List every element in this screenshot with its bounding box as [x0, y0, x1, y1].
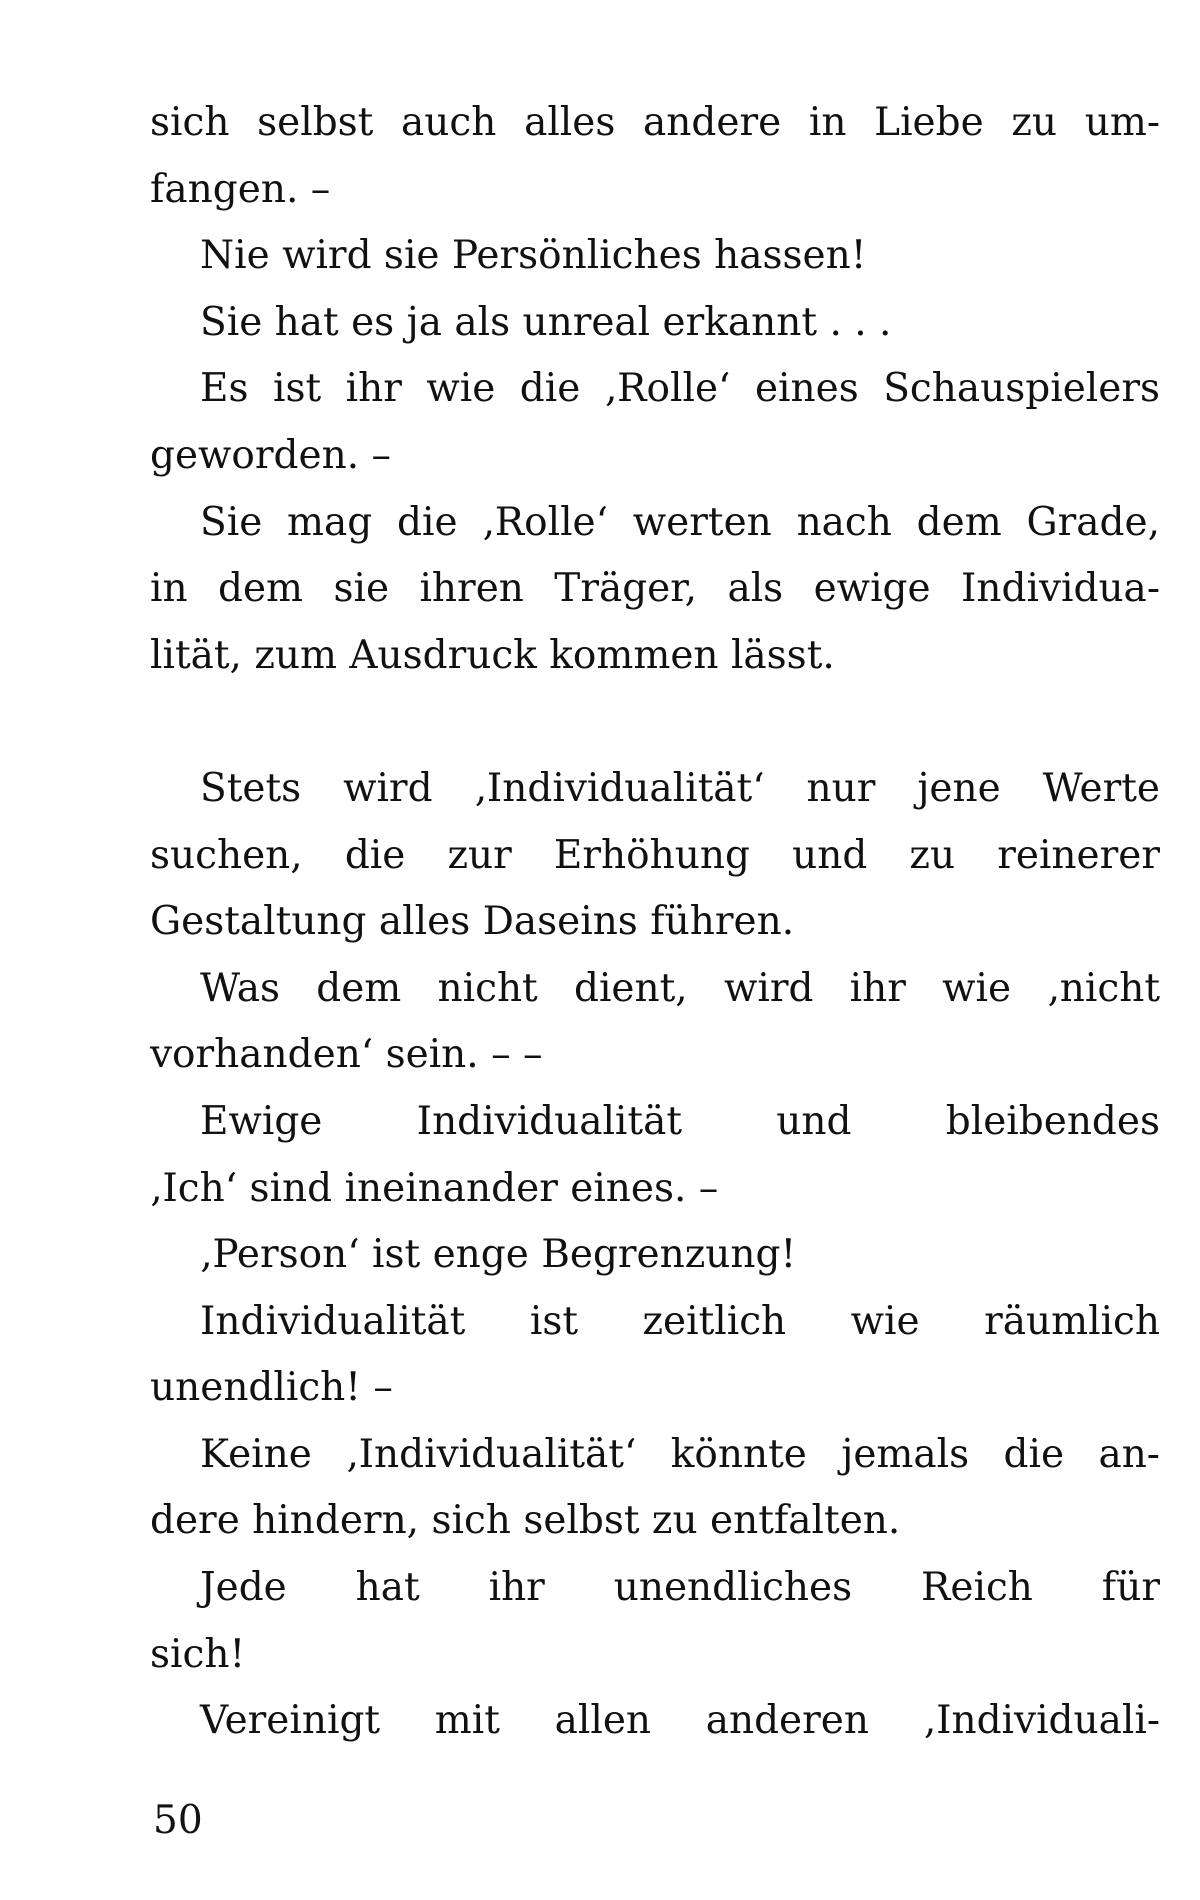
text-line: Es ist ihr wie die ‚Rolle‘ eines Schauspielers [200, 366, 1160, 412]
text-line: Jede hat ihr unendliches Reich für [200, 1565, 1160, 1611]
text-line: Ewige Individualität und bleibendes [200, 1098, 1160, 1144]
text-line: ‚Person‘ ist enge Begrenzung! [200, 1232, 797, 1278]
text-line: geworden. – [150, 432, 392, 478]
text-line: Stets wird ‚Individualität‘ nur jene Werte [200, 765, 1160, 811]
text-line: sich selbst auch alles andere in Liebe zu um- [150, 100, 1160, 145]
text-line: ‚Ich‘ sind ineinander eines. – [150, 1165, 719, 1211]
text-line: Gestaltung alles Daseins führen. [150, 899, 795, 945]
text-line: Vereinigt mit allen anderen ‚Individuali- [200, 1698, 1160, 1744]
text-line: lität, zum Ausdruck kommen lässt. [150, 632, 835, 678]
text-line: Keine ‚Individualität‘ könnte jemals die an- [200, 1431, 1160, 1477]
text-line: dere hindern, sich selbst zu entfalten. [150, 1498, 901, 1544]
text-line: sich! [150, 1631, 246, 1677]
text-line: Individualität ist zeitlich wie räumlich [200, 1298, 1160, 1344]
text-line: unendlich! – [150, 1365, 393, 1411]
text-line: vorhanden‘ sein. – – [150, 1032, 543, 1078]
text-line: fangen. – [150, 166, 331, 212]
text-line: Nie wird sie Persönliches hassen! [200, 233, 867, 279]
text-line: Sie mag die ‚Rolle‘ werten nach dem Grade, [200, 499, 1160, 545]
text-line: suchen, die zur Erhöhung und zu reinerer [150, 832, 1160, 878]
text-line: in dem sie ihren Träger, als ewige Individua- [150, 566, 1160, 612]
text-line: Was dem nicht dient, wird ihr wie ‚nicht [200, 965, 1160, 1011]
paragraph-gap [150, 689, 1160, 756]
body-text [150, 90, 1160, 1755]
text-line: Sie hat es ja als unreal erkannt . . . [200, 299, 892, 345]
page-number: 50 [153, 1798, 203, 1843]
